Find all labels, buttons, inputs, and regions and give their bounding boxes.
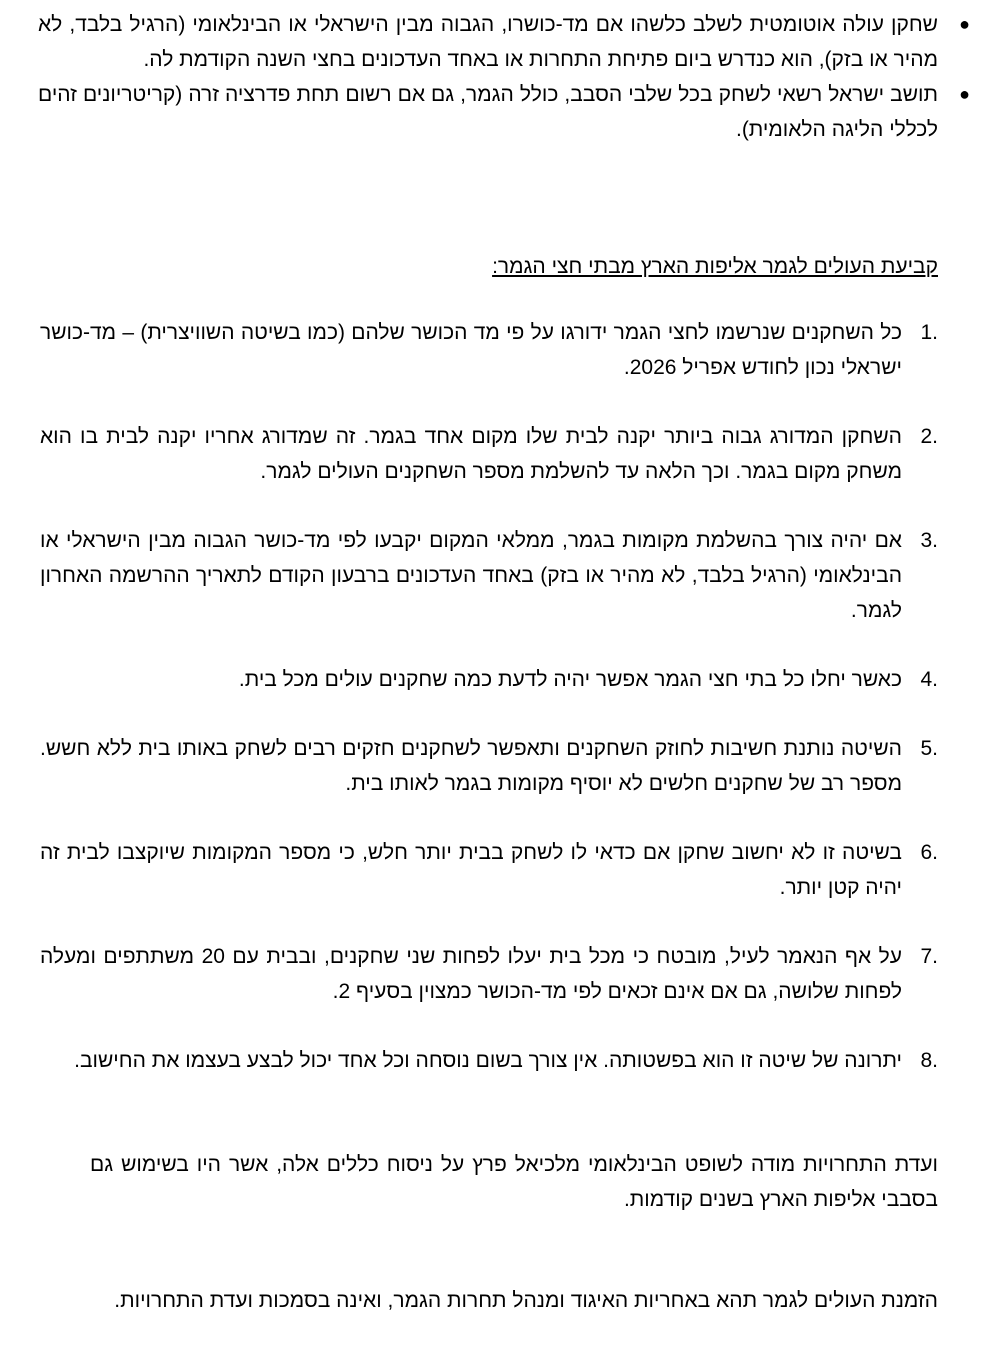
step-text: על אף הנאמר לעיל, מובטח כי מכל בית יעלו לפחות שני שחקנים, ובבית עם 20 משתתפים ומעלה לפחות שלושה, גם אם אינם זכאים לפי מד-הכושר כמצוין בסעיף 2. xyxy=(40,945,902,1003)
step-text: השיטה נותנת חשיבות לחוזק השחקנים ותאפשר לשחקנים חזקים רבים לשחק באותו בית ללא חשש. מספר רב של שחקנים חלשים לא יוסיף מקומות בגמר לאותו בית. xyxy=(40,737,902,795)
step-item xyxy=(40,315,938,385)
section-heading: קביעת העולים לגמר אליפות הארץ מבתי חצי הגמר: xyxy=(492,255,938,278)
step-number: 5. xyxy=(920,737,938,760)
step-item xyxy=(40,731,938,801)
bullet-item xyxy=(38,7,976,77)
step-number: 2. xyxy=(920,425,938,448)
step-text: בשיטה זו לא יחשוב שחקן אם כדאי לו לשחק בבית יותר חלש, כי מספר המקומות שיוקצבו לבית זה יהיה קטן יותר. xyxy=(40,841,902,899)
step-number: 4. xyxy=(920,668,938,691)
qualification-steps-list xyxy=(40,315,938,1078)
step-item xyxy=(40,523,938,628)
step-text: יתרונה של שיטה זו הוא בפשטותה. אין צורך בשום נוסחה וכל אחד יכול לבצע בעצמו את החישוב. xyxy=(74,1049,902,1072)
step-item xyxy=(40,939,938,1009)
step-text: כאשר יחלו כל בתי חצי הגמר אפשר יהיה לדעת כמה שחקנים עולים מכל בית. xyxy=(238,668,902,691)
step-item xyxy=(40,1043,938,1078)
step-text: השחקן המדורג גבוה ביותר יקנה לבית שלו מקום אחד בגמר. זה שמדורג אחריו יקנה לבית בו הוא משחק מקום בגמר. וכך הלאה עד להשלמת מספר השחקנים העולים לגמר. xyxy=(40,425,902,483)
step-item xyxy=(40,835,938,905)
bullet-text: שחקן עולה אוטומטית לשלב כלשהו אם מד-כושרו, הגבוה מבין הישראלי או הבינלאומי (הרגיל בלבד, לא מהיר או בזק), הוא כנדרש ביום פתיחת התחרות או באחד העדכונים בחצי השנה הקודמת לה. xyxy=(38,13,938,71)
eligibility-bullet-list xyxy=(38,7,976,147)
bullet-text: תושב ישראל רשאי לשחק בכל שלבי הסבב, כולל הגמר, גם אם רשום תחת פדרציה זרה (קריטריונים זהים לכללי הליגה הלאומית). xyxy=(38,83,938,141)
step-item xyxy=(40,419,938,489)
acknowledgement-paragraph: ועדת התחרויות מודה לשופט הבינלאומי מלכיאל פרץ על ניסוח כללים אלה, אשר היו בשימוש גם בסבבי אליפות הארץ בשנים קודמות. xyxy=(90,1153,938,1211)
step-number: 8. xyxy=(920,1049,938,1072)
bullet-item xyxy=(38,77,976,147)
step-text: אם יהיה צורך בהשלמת מקומות בגמר, ממלאי המקום יקבעו לפי מד-כושר הגבוה מבין הישראלי או הבינלאומי (הרגיל בלבד, לא מהיר או בזק) באחד העדכונים ברבעון הקודם לתאריך ההרשמה האחרון לגמר. xyxy=(40,529,902,622)
step-text: כל השחקנים שנרשמו לחצי הגמר ידורגו על פי מד הכושר שלהם (כמו בשיטה השוויצרית) – מד-כושר ישראלי נכון לחודש אפריל 2026. xyxy=(40,321,902,379)
finalist-invitation-paragraph: הזמנת העולים לגמר תהא באחריות האיגוד ומנהל תחרות הגמר, ואינה בסמכות ועדת התחרויות. xyxy=(114,1289,938,1312)
step-number: 6. xyxy=(920,841,938,864)
bullet-dot-icon: ● xyxy=(959,14,970,34)
step-number: 1. xyxy=(920,321,938,344)
step-number: 7. xyxy=(920,945,938,968)
step-number: 3. xyxy=(920,529,938,552)
bullet-dot-icon: ● xyxy=(959,84,970,104)
step-item xyxy=(40,662,938,697)
